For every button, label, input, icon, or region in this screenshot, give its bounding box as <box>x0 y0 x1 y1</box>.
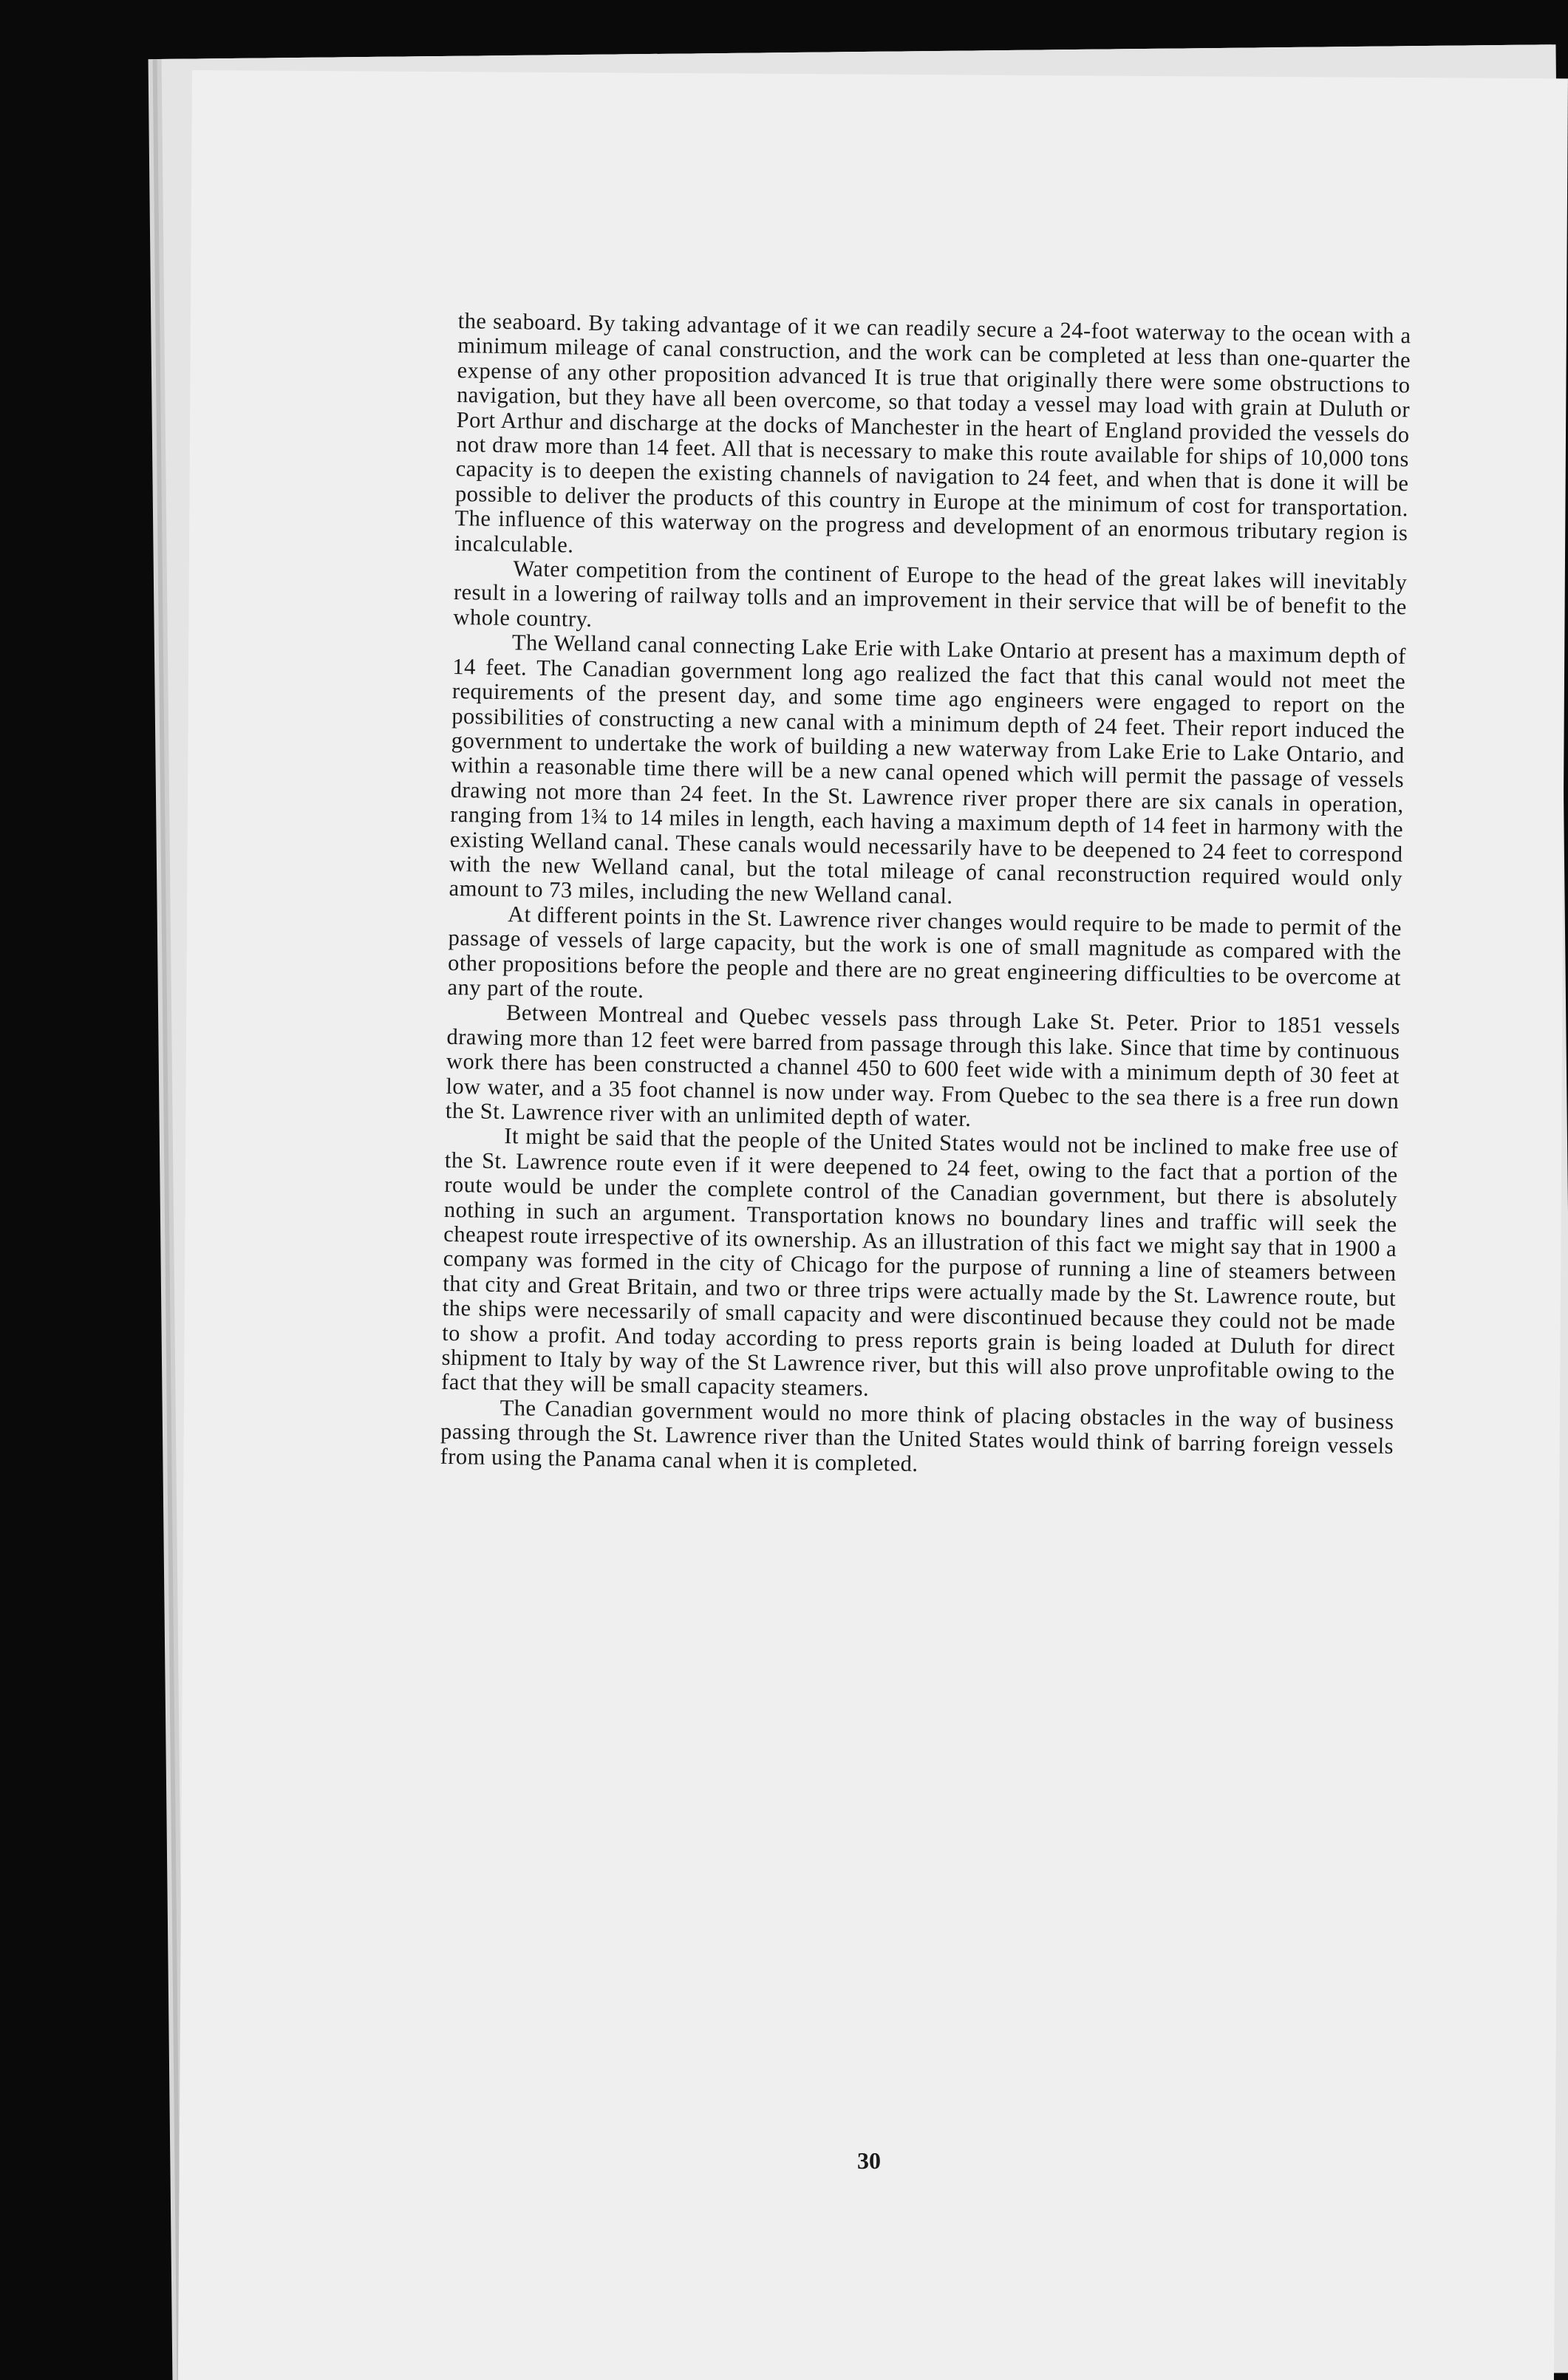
body-text <box>440 309 1411 1484</box>
paragraph: Water competition from the continent of Europe to the head of the great lakes will inevitably result in a lowering of railway tolls and an improvement in their service that will be of benefit to the whole country. <box>453 556 1408 632</box>
paragraph: the seaboard. By taking advantage of it we can readily secure a 24-foot waterway to the ocean with a minimum mileage of canal construction, and the work can be completed at less than one-quarter the expense of any other proposition advanced It is true that originally there were some obstructions to navigation, but they have all been overcome, so that today a vessel may load with grain at Duluth or Port Arthur and discharge at the docks of Manchester in the heart of England provided the vessels do not draw more than 14 feet. All that is necessary to make this route available for ships of 10,000 tons capacity is to deepen the existing channels of navigation to 24 feet, and when that is done it will be possible to deliver the products of this country in Europe at the minimum of cost for transportation. The influence of this waterway on the progress and development of an enormous tributary region is incalculable. <box>454 308 1411 558</box>
paragraph: At different points in the St. Lawrence river changes would require to be made to permit of the passage of vessels of large capacity, but the work is one of small magnitude as compared with the other propositions before the people and there are no great engineering difficulties to be overcome at any part of the route. <box>447 901 1402 1003</box>
paragraph: Between Montreal and Quebec vessels pass through Lake St. Peter. Prior to 1851 vessels drawing more than 12 feet were barred from passage through this lake. Since that time by continuous work there has been constructed a channel 450 to 600 feet wide with a minimum depth of 30 feet at low water, and a 35 foot channel is now under way. From Quebec to the sea there is a free run down the St. Lawrence river with an unlimited depth of water. <box>445 1000 1401 1132</box>
page-number: 30 <box>857 2147 881 2174</box>
paragraph: It might be said that the people of the United States would not be inclined to make free use of the St. Lawrence route even if it were deepened to 24 feet, owing to the fact that a portion of the route would be under the complete control of the Canadian government, but there is absolutely nothing in such an argument. Transportation knows no boundary lines and traffic will seek the cheapest route irrespective of its ownership. As an illustration of this fact we might say that in 1900 a company was formed in the city of Chicago for the purpose of running a line of steamers between that city and Great Britain, and two or three trips were actually made by the St. Lawrence route, but the ships were necessarily of small capacity and were discontinued because they could not be made to show a profit. And today according to press reports grain is being loaded at Duluth for direct shipment to Italy by way of the St Lawrence river, but this will also prove unprofitable owing to the fact that they will be small capacity steamers. <box>440 1123 1399 1402</box>
paragraph: The Welland canal connecting Lake Erie with Lake Ontario at present has a maximum depth of 14 feet. The Canadian government long ago realized the fact that this canal would not meet the requirements of the present day, and some time ago engineers were engaged to report on the possibilities of constructing a new canal with a minimum depth of 24 feet. Their report induced the government to undertake the work of building a new waterway from Lake Erie to Lake Ontario, and within a reasonable time there will be a new canal opened which will permit the passage of vessels drawing not more than 24 feet. In the St. Lawrence river proper there are six canals in operation, ranging from 1¾ to 14 miles in length, each having a maximum depth of 14 feet in harmony with the existing Welland canal. These canals would necessarily have to be deepened to 24 feet to correspond with the new Welland canal, but the total mileage of canal reconstruction required would only amount to 73 miles, including the new Welland canal. <box>449 630 1407 909</box>
paragraph: The Canadian government would no more think of placing obstacles in the way of business passing through the St. Lawrence river than the United States would think of barring foreign vessels from using the Panama canal when it is completed. <box>440 1394 1394 1476</box>
